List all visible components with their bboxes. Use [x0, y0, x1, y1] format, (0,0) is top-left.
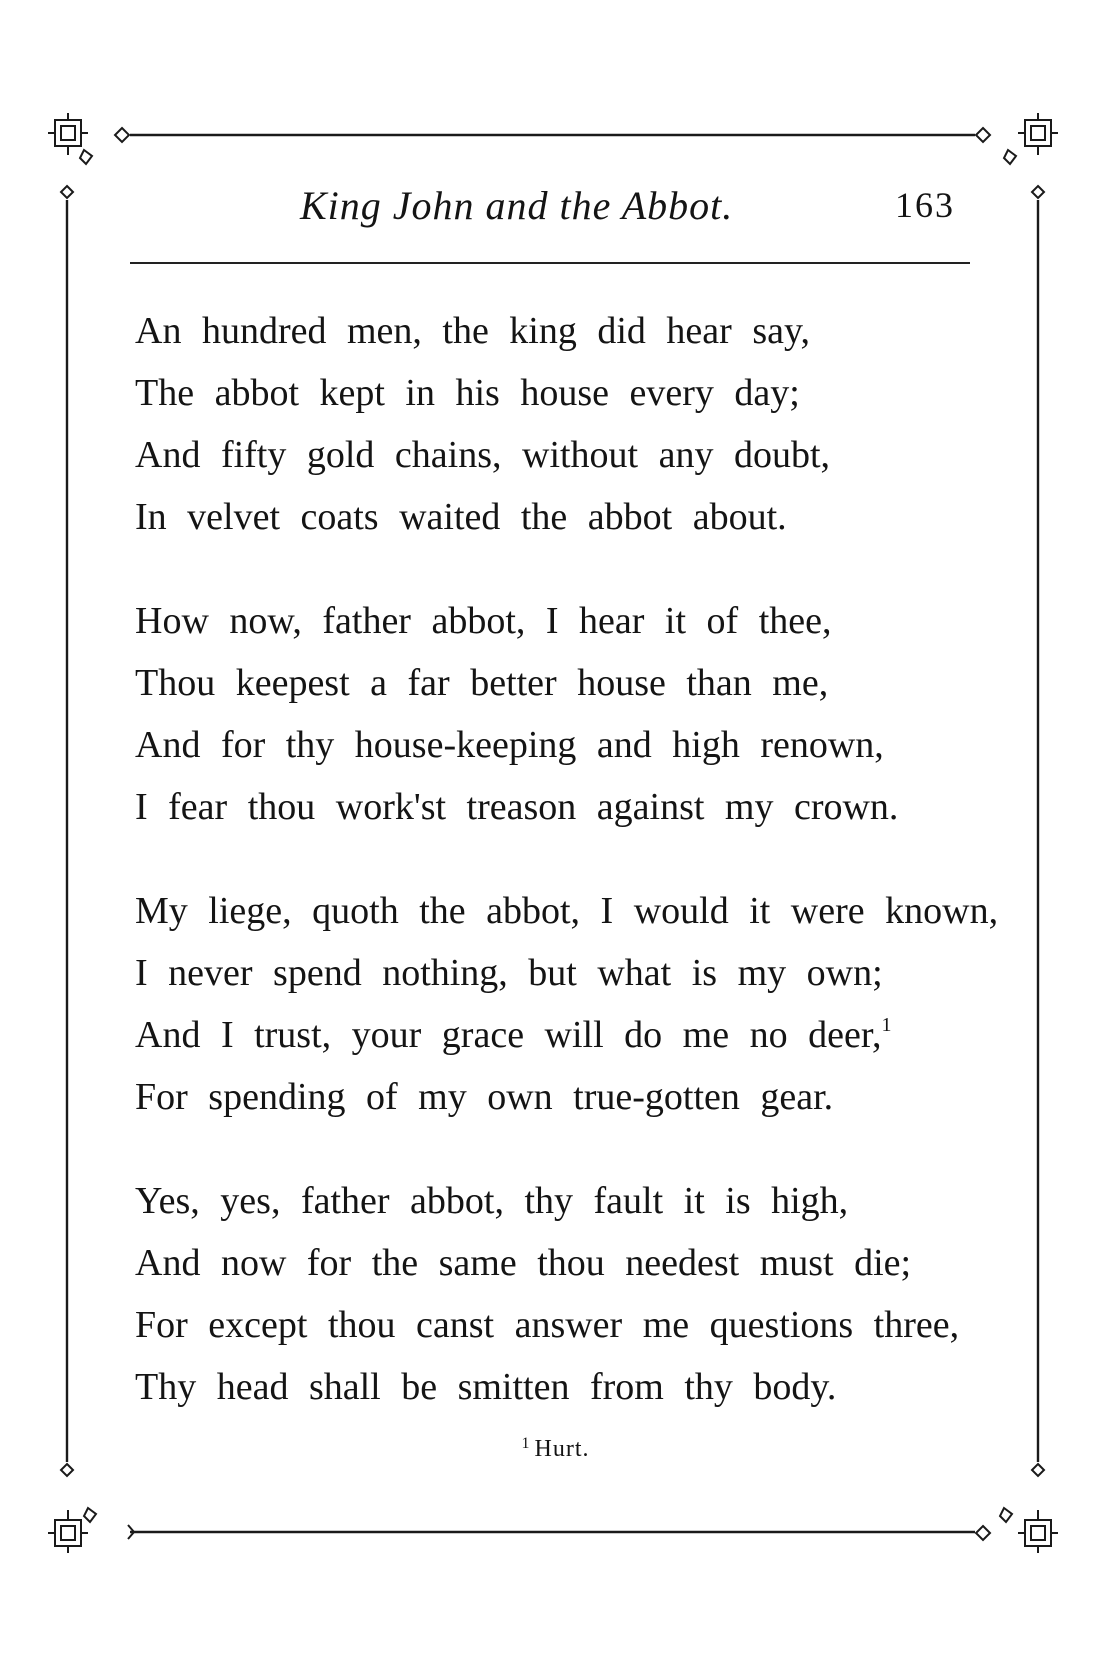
verse-line: Thou keepest a far better house than me,	[135, 662, 829, 704]
corner-ornament-bottom-right	[976, 1464, 1058, 1553]
footnote-mark: 1	[521, 1435, 531, 1452]
verse-line: And fifty gold chains, without any doubt,	[135, 434, 831, 476]
header-rule	[130, 262, 970, 264]
footnote	[0, 1435, 1111, 1463]
stanza-3	[135, 880, 999, 1128]
corner-ornament-bottom-left	[48, 1464, 134, 1553]
poem	[135, 300, 999, 1460]
verse-line-text: And I trust, your grace will do me no deer,	[135, 1014, 882, 1056]
verse-line: For except thou canst answer me questions three,	[135, 1304, 960, 1346]
stanza-2	[135, 590, 995, 838]
verse-line: The abbot kept in his house every day;	[135, 372, 800, 414]
stanza-4	[135, 1170, 995, 1418]
verse-line: An hundred men, the king did hear say,	[135, 310, 810, 352]
verse-line: I fear thou work'st treason against my crown.	[135, 786, 899, 828]
verse-line: And now for the same thou needest must die;	[135, 1242, 912, 1284]
footnote-text: Hurt.	[534, 1436, 590, 1462]
verse-line: For spending of my own true-gotten gear.	[135, 1076, 834, 1118]
verse-line: And for thy house-keeping and high renown,	[135, 724, 884, 766]
verse-line: How now, father abbot, I hear it of thee,	[135, 600, 832, 642]
page-number: 163	[895, 185, 955, 225]
verse-line-with-footnote	[135, 1004, 995, 1066]
footnote-reference: 1	[881, 1014, 892, 1036]
stanza-1	[135, 300, 995, 548]
running-head	[130, 182, 975, 242]
corner-ornament-top-right	[976, 113, 1058, 198]
corner-ornament-top-left	[48, 113, 129, 198]
running-title: King John and the Abbot.	[300, 183, 734, 228]
verse-line: In velvet coats waited the abbot about.	[135, 496, 787, 538]
verse-line: I never spend nothing, but what is my own;	[135, 952, 883, 994]
verse-line: My liege, quoth the abbot, I would it were known,	[135, 890, 999, 932]
verse-line: Yes, yes, father abbot, thy fault it is high,	[135, 1180, 849, 1222]
verse-line: Thy head shall be smitten from thy body.	[135, 1366, 837, 1408]
